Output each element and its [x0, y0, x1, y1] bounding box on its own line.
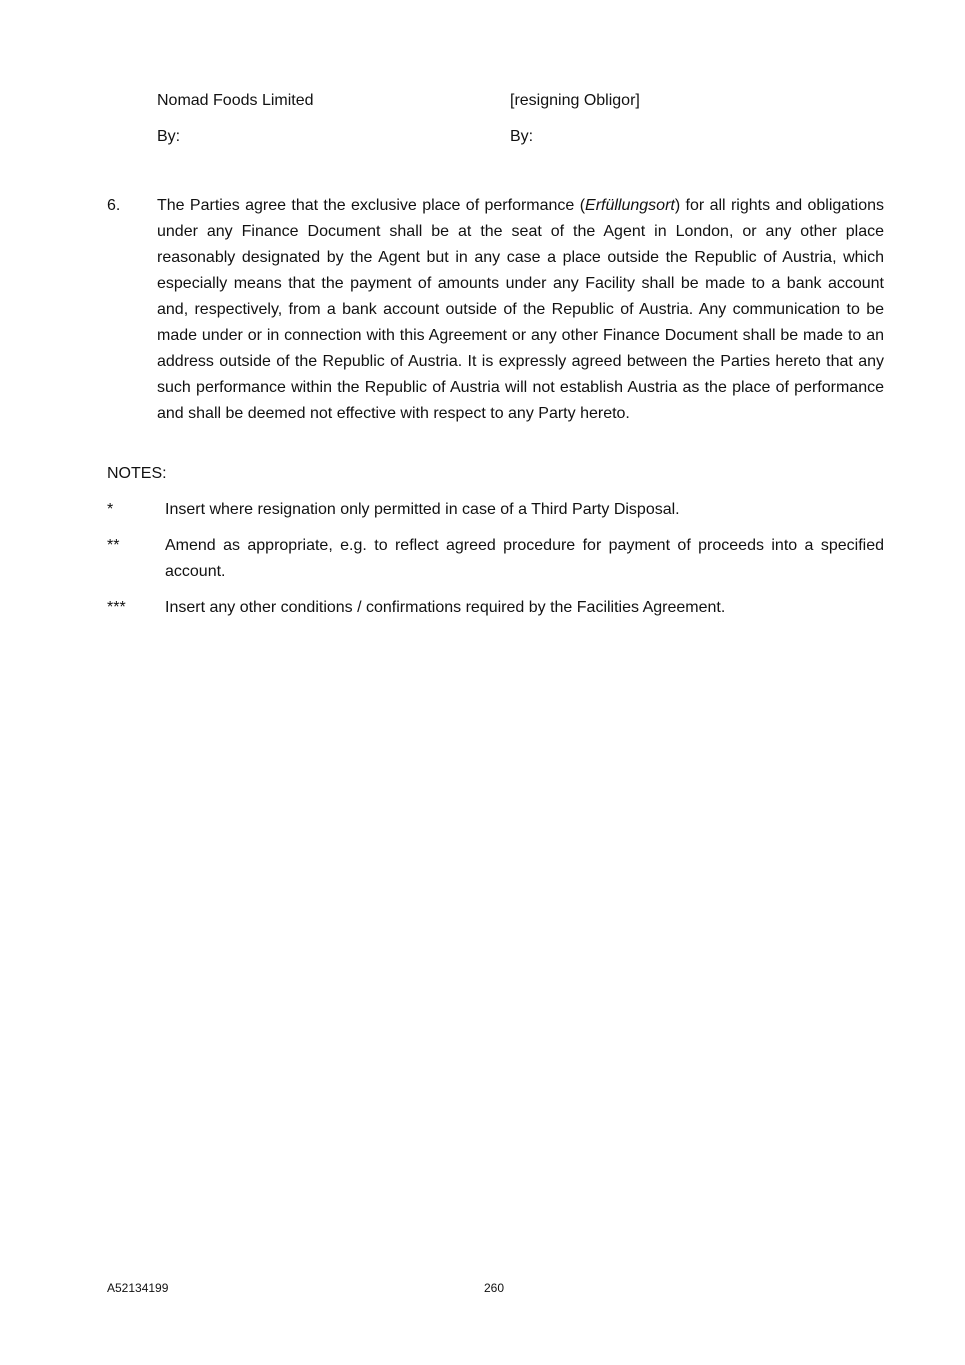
notes-heading: NOTES: — [107, 465, 167, 482]
clause-italic-term: Erfüllungsort — [585, 197, 675, 214]
signatory-right-name: [resigning Obligor] — [510, 92, 640, 109]
clause-paragraph — [157, 193, 884, 427]
note-text: Insert any other conditions / confirmations required by the Facilities Agreement. — [165, 599, 726, 616]
clause-number: 6. — [107, 197, 121, 214]
signatory-left-by: By: — [157, 128, 181, 145]
clause-text-start: The Parties agree that the exclusive place of performance ( — [157, 197, 586, 214]
signatory-left-name: Nomad Foods Limited — [157, 92, 314, 109]
note-marker: *** — [107, 599, 126, 616]
page-number: 260 — [484, 1281, 505, 1295]
note-marker: * — [107, 501, 114, 518]
signatory-right-by: By: — [510, 128, 534, 145]
note-marker: ** — [107, 537, 120, 554]
clause-text-end: ) for all rights and obligations under any Finance Document shall be at the seat of the Agent in London, or any other place reasonably designated by the Agent but in any case a place outside the Republic of Austria, which especially means that the payment of amounts under any Facility shall be made to a bank account and, respectively, from a bank account outside of the Republic of Austria. Any communication to be made under or in connection with this Agreement or any other Finance Document shall be made to an address outside of the Republic of Austria. It is expressly agreed between the Parties hereto that any such performance within the Republic of Austria will not establish Austria as the place of performance and shall be deemed not effective with respect to any Party hereto. — [157, 197, 884, 422]
note-text: Amend as appropriate, e.g. to reflect agreed procedure for payment of proceeds into a specified account. — [165, 537, 884, 580]
note-text: Insert where resignation only permitted in case of a Third Party Disposal. — [165, 501, 680, 518]
document-reference: A52134199 — [107, 1281, 169, 1295]
